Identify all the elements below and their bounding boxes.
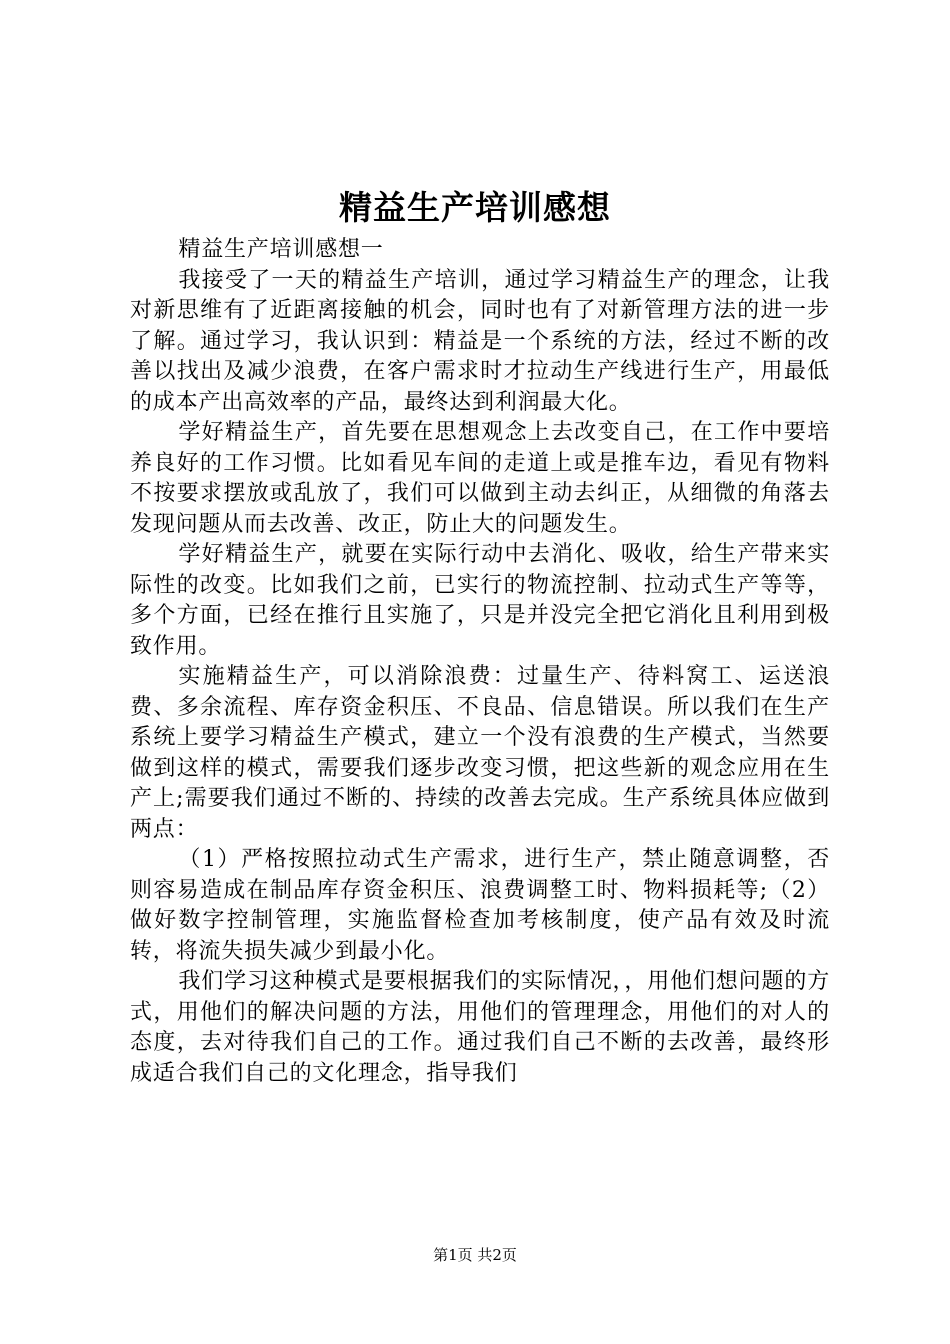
section-subtitle: 精益生产培训感想一 (178, 237, 384, 262)
page-footer: 第1页 共2页 (433, 1246, 517, 1264)
body-paragraph: 实施精益生产，可以消除浪费：过量生产、待料窝工、运送浪费、多余流程、库存资金积压、不良品、信息错误。所以我们在生产系统上要学习精益生产模式，建立一个没有浪费的生产模式，当然要做到这样的模式，需要我们逐步改变习惯，把这些新的观念应用在生产上;需要我们通过不断的、持续的改善去完成。生产系统具体应做到两点： (130, 664, 830, 842)
body-paragraph: 学好精益生产，首先要在思想观念上去改变自己，在工作中要培养良好的工作习惯。比如看见车间的走道上或是推车边，看见有物料不按要求摆放或乱放了，我们可以做到主动去纠正，从细微的角落去发现问题从而去改善、改正，防止大的问题发生。 (130, 420, 830, 537)
body-paragraph: （1）严格按照拉动式生产需求，进行生产，禁止随意调整，否则容易造成在制品库存资金积压、浪费调整工时、物料损耗等;（2）做好数字控制管理，实施监督检查加考核制度，使产品有效及时流转，将流失损失减少到最小化。 (130, 847, 830, 964)
body-paragraph: 我接受了一天的精益生产培训，通过学习精益生产的理念，让我对新思维有了近距离接触的机会，同时也有了对新管理方法的进一步了解。通过学习，我认识到：精益是一个系统的方法，经过不断的改善以找出及减少浪费，在客户需求时才拉动生产线进行生产，用最低的成本产出高效率的产品，最终达到利润最大化。 (130, 267, 830, 415)
body-paragraph: 我们学习这种模式是要根据我们的实际情况，，用他们想问题的方式，用他们的解决问题的方法，用他们的管理理念，用他们的对人的态度，去对待我们自己的工作。通过我们自己不断的去改善，最终形成适合我们自己的文化理念，指导我们 (130, 969, 830, 1086)
document-title: 精益生产培训感想 (339, 188, 611, 227)
body-paragraph: 学好精益生产，就要在实际行动中去消化、吸收，给生产带来实际性的改变。比如我们之前，已实行的物流控制、拉动式生产等等，多个方面，已经在推行且实施了，只是并没完全把它消化且利用到极致作用。 (130, 542, 830, 659)
document-body (130, 235, 830, 1089)
